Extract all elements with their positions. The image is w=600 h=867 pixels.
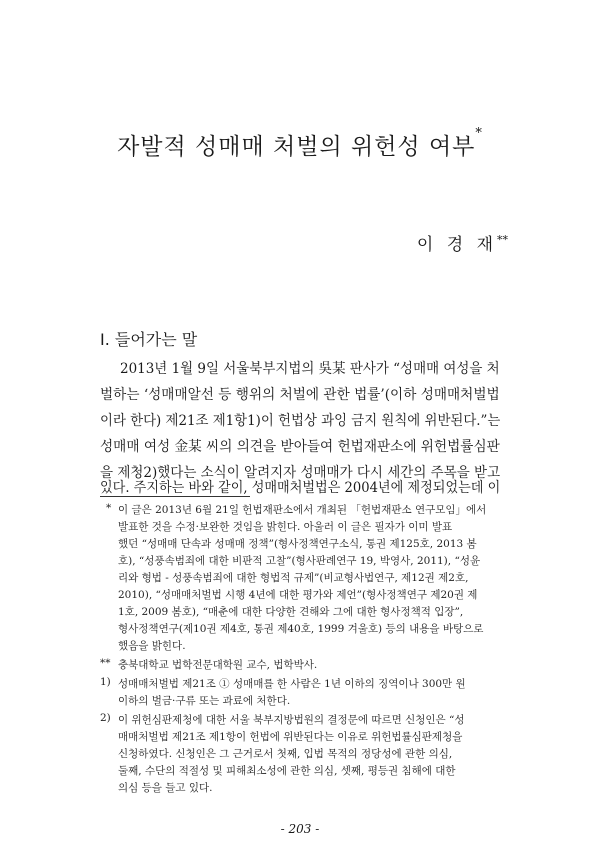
- footnote-marker: **: [100, 657, 111, 669]
- body-line: 벌하는 ‘성매매알선 등 행위의 처벌에 관한 법률’(이하 성매매처벌법: [100, 387, 500, 403]
- section-heading: I. 들어가는 말: [100, 330, 198, 349]
- footnote-line: 이 위헌심판제청에 대한 서울 북부지방법원의 결정문에 따르면 신청인은 “성: [118, 714, 465, 726]
- footnote-line: 했음을 밝힌다.: [118, 640, 186, 652]
- body-line: 2013년 1월 9일 서울북부지법의 吳某 판사가 “성매매 여성을 처: [120, 361, 500, 377]
- footnote-marker: *: [106, 502, 112, 514]
- footnote-line: 이하의 벌금·구류 또는 과료에 처한다.: [118, 695, 291, 707]
- footnote-line: 했던 “성매매 단속과 성매매 정책”(형사정책연구소식, 통권 제125호, 2013 봄: [118, 538, 477, 550]
- footnote-line: 호), “성풍속범죄에 대한 비판적 고찰”(형사판례연구 19, 박영사, 2011), “성윤: [118, 555, 481, 567]
- body-line: 성매매 여성 金某 씨의 의견을 받아들여 헌법재판소에 위헌법률심판: [100, 439, 500, 455]
- body-line: 있다. 주지하는 바와 같이, 성매매처벌법은 2004년에 제정되었는데 이: [100, 480, 501, 496]
- author-footnote-mark: **: [497, 233, 508, 247]
- title-text: 자발적 성매매 처벌의 위헌성 여부: [117, 134, 476, 160]
- footnote-line: 리와 형법 - 성풍속범죄에 대한 형법적 규제”(비교형사법연구, 제12권 제2호,: [118, 572, 469, 584]
- author-name: [417, 230, 508, 255]
- body-line: 을 제청2)했다는 소식이 알려지자 성매매가 다시 세간의 주목을 받고: [100, 465, 501, 481]
- body-line: 이라 한다) 제21조 제1항1)이 헌법상 과잉 금지 원칙에 위반된다.”는: [100, 413, 501, 429]
- footnote-line: 형사정책연구(제10권 제4호, 통권 제40호, 1999 겨울호) 등의 내용을 바탕으로: [118, 623, 484, 635]
- page-number: - 203 -: [280, 822, 320, 836]
- footnote-line: 매매처벌법 제21조 제1항이 헌법에 위반된다는 이유로 위헌법률심판제청을: [118, 731, 463, 743]
- footnote-line: 둘째, 수단의 적절성 및 피해최소성에 관한 의심, 셋째, 평등권 침해에 대한: [118, 765, 456, 777]
- footnote-line: 이 글은 2013년 6월 21일 헌법재판소에서 개최된 「헌법재판소 연구모임」에서: [118, 504, 487, 516]
- footnote-line: 의심 등을 들고 있다.: [118, 782, 213, 794]
- paper-title: [0, 128, 600, 161]
- footnote-marker: 2): [100, 712, 111, 724]
- title-footnote-mark: *: [475, 126, 483, 141]
- author-text: 이 경 재: [416, 235, 497, 255]
- footnote-line: 성매매처벌법 제21조 ① 성매매를 한 사람은 1년 이하의 징역이나 300만 원: [118, 678, 466, 690]
- footnote-divider: [100, 496, 250, 497]
- footnote-line: 2010), “성매매처벌법 시행 4년에 대한 평가와 제언”(형사정책연구 제20권 제: [118, 589, 478, 601]
- footnote-line: 충북대학교 법학전문대학원 교수, 법학박사.: [118, 659, 318, 671]
- footnote-line: 발표한 것을 수정·보완한 것임을 밝힌다. 아울러 이 글은 필자가 이미 발표: [118, 521, 453, 533]
- footnote-marker: 1): [100, 676, 111, 688]
- footnote-line: 1호, 2009 봄호), “매춘에 대한 다양한 견해와 그에 대한 형사정책적 입장”,: [118, 606, 464, 618]
- footnote-line: 신청하였다. 신청인은 그 근거로서 첫째, 입법 목적의 정당성에 관한 의심,: [118, 748, 453, 760]
